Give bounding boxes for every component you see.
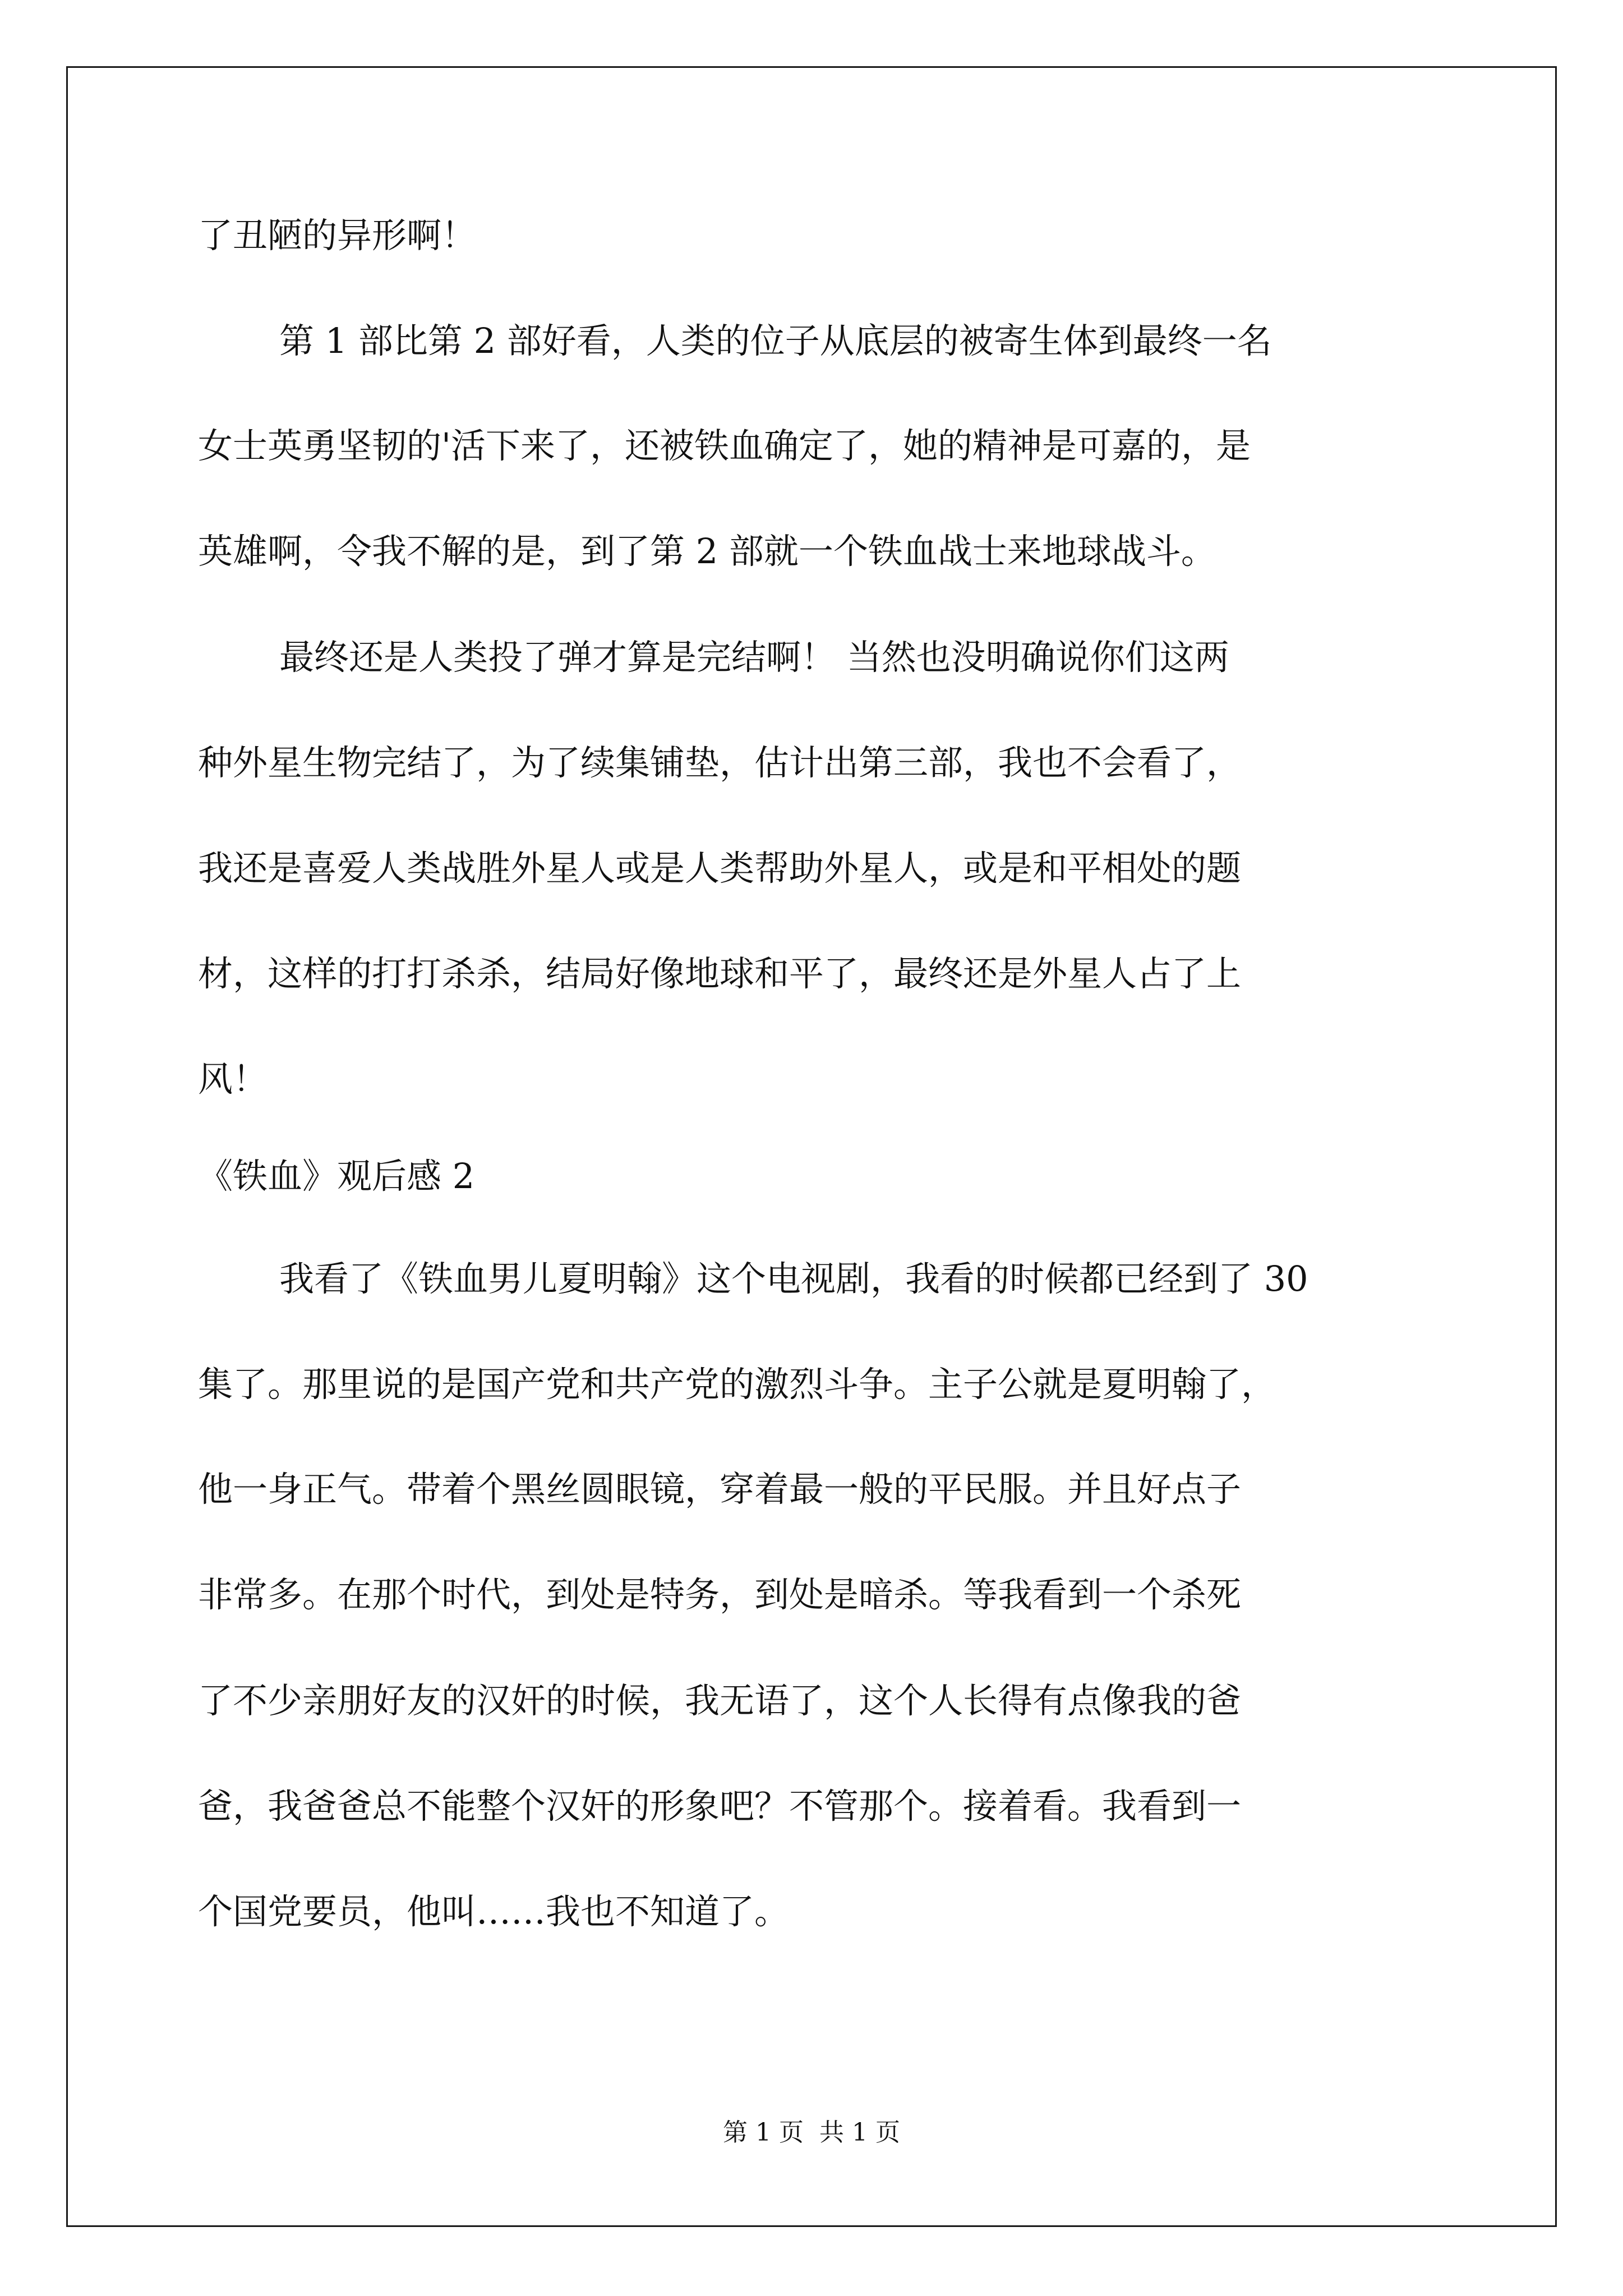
page-footer (0, 2116, 1623, 2150)
text-line: 材，这样的打打杀杀，结局好像地球和平了，最终还是外星人占了上 (198, 953, 1242, 994)
paragraph-start-line: 最终还是人类投了弹才算是完结啊！ 当然也没明确说你们这两 (279, 637, 1229, 678)
text-line: 个国党要员，他叫……我也不知道了。 (198, 1891, 790, 1932)
text-line: 非常多。在那个时代，到处是特务，到处是暗杀。等我看到一个杀死 (198, 1574, 1242, 1615)
text-line: 我还是喜爱人类战胜外星人或是人类帮助外星人，或是和平相处的题 (198, 848, 1242, 889)
section-heading: 《铁血》观后感 2 (198, 1156, 475, 1197)
text-line: 集了。那里说的是国产党和共产党的激烈斗争。主子公就是夏明翰了， (198, 1364, 1276, 1405)
text-line: 了丑陋的异形啊！ (198, 215, 477, 256)
text-line: 种外星生物完结了，为了续集铺垫，估计出第三部，我也不会看了， (198, 742, 1242, 783)
text-line: 英雄啊，令我不解的是，到了第 2 部就一个铁血战士来地球战斗。 (198, 531, 1216, 572)
paragraph-start-line: 我看了《铁血男儿夏明翰》这个电视剧，我看的时候都已经到了 30 (279, 1258, 1308, 1299)
text-line: 了不少亲朋好友的汉奸的时候，我无语了，这个人长得有点像我的爸 (198, 1680, 1242, 1721)
paragraph-start-line: 第 1 部比第 2 部好看，人类的位子从底层的被寄生体到最终一名 (279, 320, 1272, 361)
text-line: 女士英勇坚韧的'活下来了，还被铁血确定了，她的精神是可嘉的，是 (198, 425, 1251, 466)
text-line: 风！ (198, 1059, 268, 1099)
text-line: 他一身正气。带着个黑丝圆眼镜，穿着最一般的平民服。并且好点子 (198, 1469, 1242, 1510)
total-pages: 共 1 页 (819, 2118, 900, 2147)
text-line: 爸，我爸爸总不能整个汉奸的形象吧？不管那个。接着看。我看到一 (198, 1786, 1242, 1826)
page-number: 第 1 页 (723, 2118, 804, 2147)
